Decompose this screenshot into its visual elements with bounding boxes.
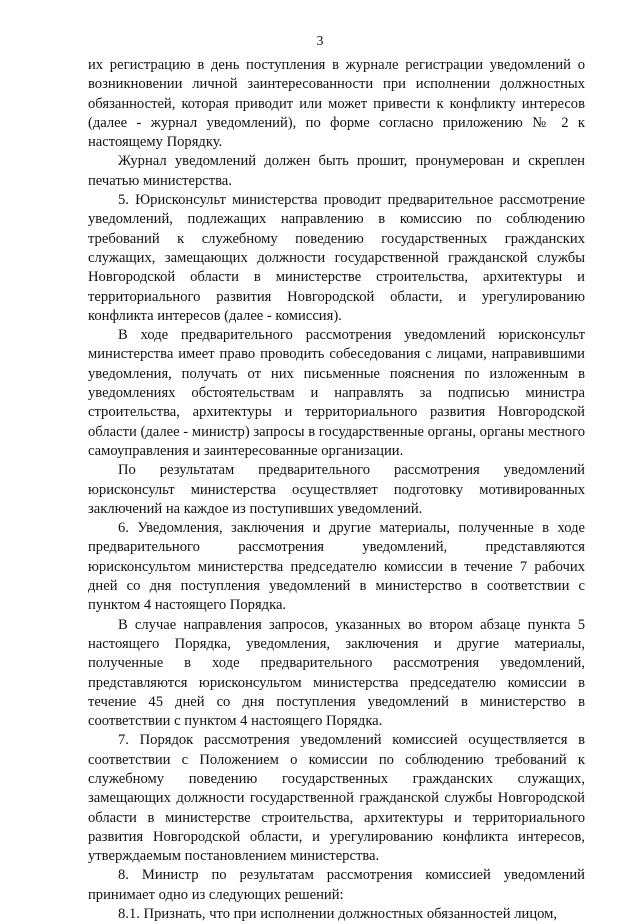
page-number: 3 — [316, 33, 324, 48]
paragraph-item-7: 7. Порядок рассмотрения уведомлений комиссией осуществляется в соответствии с Положением о комиссии по соблюдению требований к служебному поведению государственных гражданских служащих, замещающих должности государственной гражданской службы Новгородской области в министерстве строительства, архитектуры и территориального развития Новгородской области, и урегулированию конфликта интересов, утверждаемым постановлением министерства. — [88, 732, 585, 865]
paragraph-continuation: их регистрацию в день поступления в журнале регистрации уведомлений о возникновении личной заинтересованности при исполнении должностных обязанностей, которая приводит или может привести к конфликту интересов (далее - журнал уведомлений), по форме согласно приложению № 2 к настоящему Порядку. — [88, 57, 585, 151]
paragraph-item-8: 8. Министр по результатам рассмотрения комиссией уведомлений принимает одно из следующих решений: — [88, 867, 585, 903]
paragraph-item-5: 5. Юрисконсульт министерства проводит предварительное рассмотрение уведомлений, подлежащих направлению в комиссию по соблюдению требований к служебному поведению государственных гражданских служащих, замещающих должности государственной гражданской службы Новгородской области в министерстве строительства, архитектуры и территориального развития Новгородской области, и урегулированию конфликта интересов (далее - комиссия). — [88, 192, 585, 324]
paragraph-item-8-1: 8.1. Признать, что при исполнении должностных обязанностей лицом, — [118, 906, 558, 923]
paragraph-item-6: 6. Уведомления, заключения и другие материалы, полученные в ходе предварительного рассмотрения уведомлений, представляются юрисконсультом министерства председателю комиссии в течение 7 рабочих дней со дня поступления уведомлений в министерство в соответствии с пунктом 4 настоящего Порядка. — [88, 520, 585, 614]
document-body — [88, 56, 585, 924]
paragraph-item-6-requests: В случае направления запросов, указанных во втором абзаце пункта 5 настоящего Порядка, уведомления, заключения и другие материалы, полученные в ходе предварительного рассмотрения уведомлений, представляются юрисконсультом министерства председателю комиссии в течение 45 дней со дня поступления уведомлений в министерство в соответствии с пунктом 4 настоящего Порядка. — [88, 616, 585, 730]
paragraph-item-5-review: В ходе предварительного рассмотрения уведомлений юрисконсульт министерства имеет право проводить собеседования с лицами, направившими уведомления, получать от них письменные пояснения по изложенным в уведомлениях обстоятельствам и направлять за подписью министра строительства, архитектуры и территориального развития Новгородской области (далее - министр) запросы в государственные органы, органы местного самоуправления и заинтересованные организации. — [88, 327, 585, 459]
paragraph-journal-binding: Журнал уведомлений должен быть прошит, пронумерован и скреплен печатью министерства. — [88, 153, 585, 189]
paragraph-item-5-conclusions: По результатам предварительного рассмотрения уведомлений юрисконсульт министерства осуществляет подготовку мотивированных заключений на каждое из поступивших уведомлений. — [88, 462, 585, 517]
